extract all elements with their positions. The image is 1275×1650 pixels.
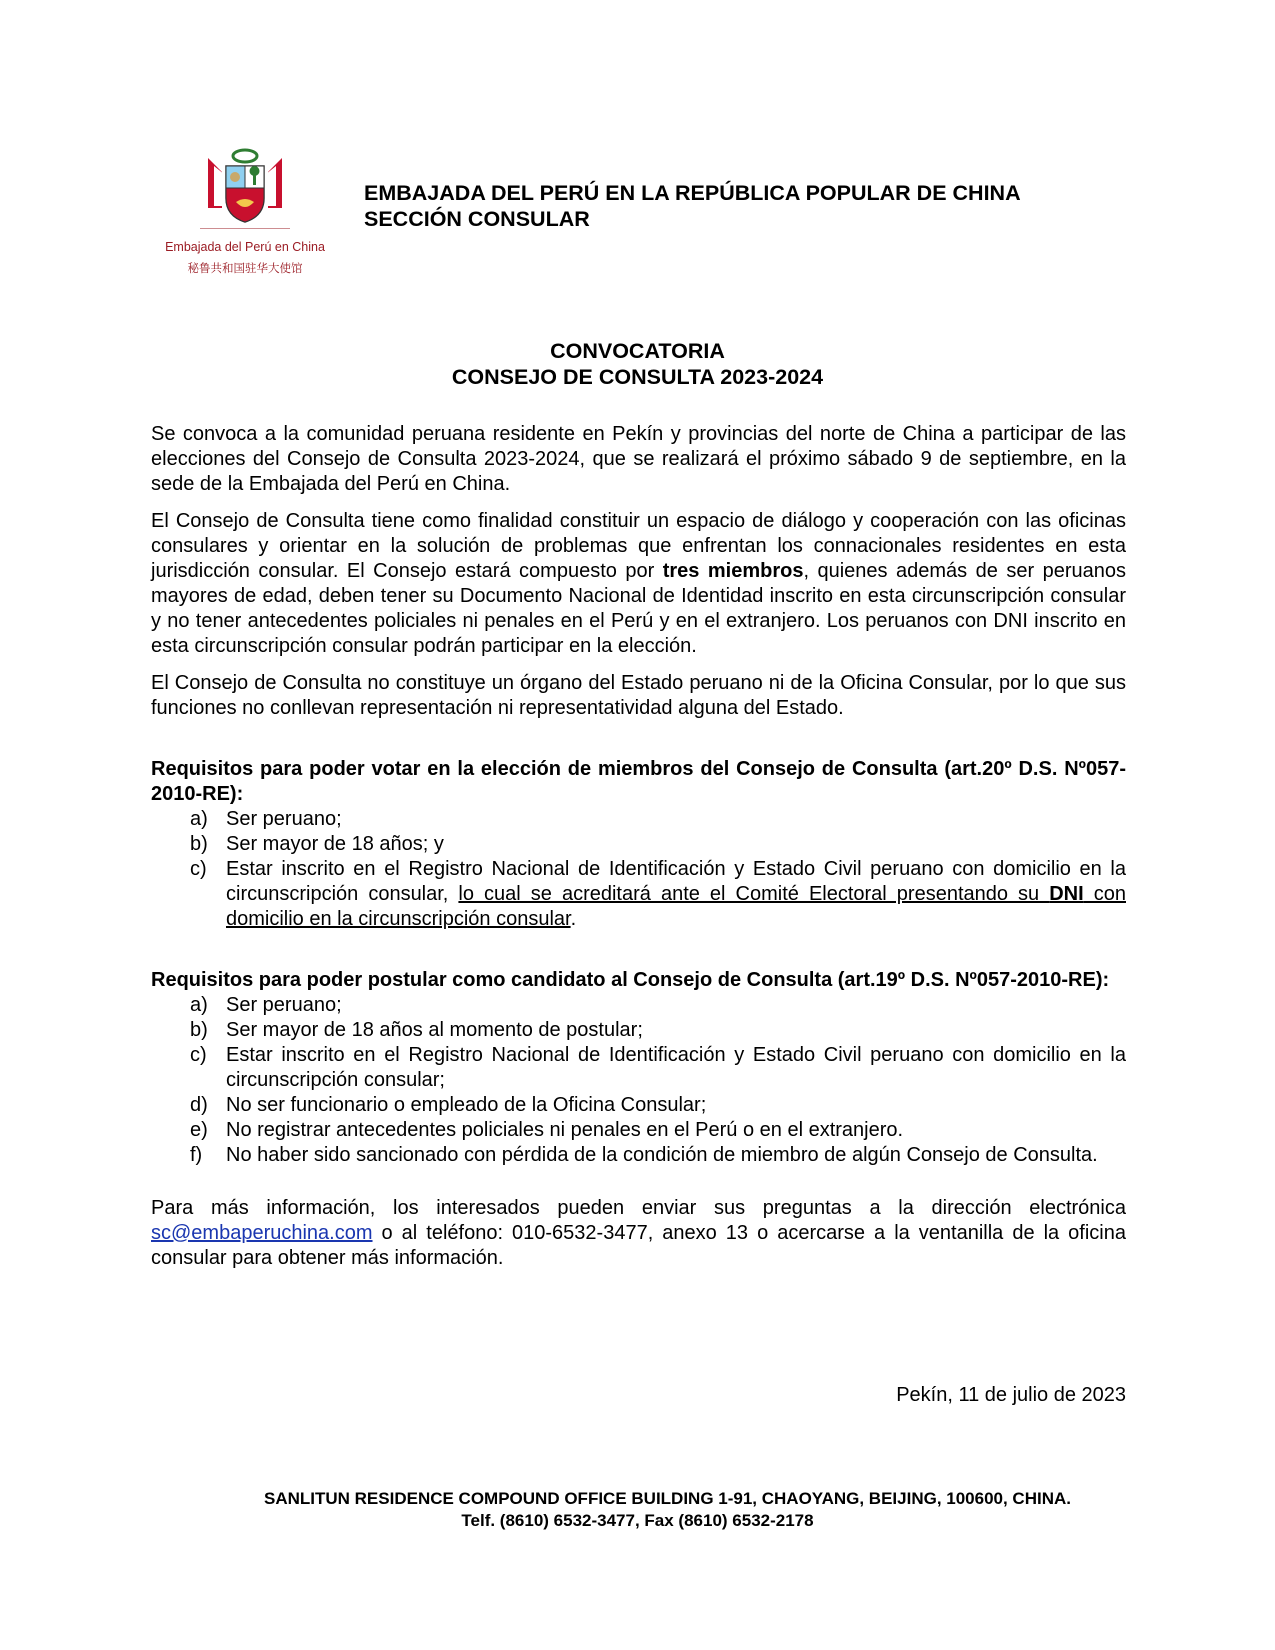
underlined-part-1: lo cual se acreditará ante el Comité Electoral presentando su xyxy=(458,883,1050,905)
list-marker: b) xyxy=(190,1019,208,1041)
list-text: Ser mayor de 18 años al momento de postular; xyxy=(226,1019,643,1041)
paragraph-disclaimer: El Consejo de Consulta no constituye un órgano del Estado peruano ni de la Oficina Consular, por lo que sus funciones no conllevan representación ni representatividad alguna del Estado. xyxy=(151,672,1126,719)
candidate-requirements-title: Requisitos para poder postular como candidato al Consejo de Consulta (art.19º D.S. Nº057-2010-RE): xyxy=(151,969,1110,991)
footer-phone: Telf. (8610) 6532-3477, Fax (8610) 6532-2178 xyxy=(461,1511,814,1530)
list-text: Estar inscrito en el Registro Nacional de Identificación y Estado Civil peruano con domicilio en la circunscripción consular; xyxy=(226,1044,1126,1091)
document-date: Pekín, 11 de julio de 2023 xyxy=(896,1384,1126,1406)
list-item xyxy=(151,993,1126,1018)
purpose-bold: tres miembros xyxy=(662,560,804,582)
embassy-logo xyxy=(160,148,330,275)
list-text: Ser mayor de 18 años; y xyxy=(226,833,444,855)
list-text: No ser funcionario o empleado de la Oficina Consular; xyxy=(226,1094,707,1116)
document-body xyxy=(151,422,1126,1283)
list-item xyxy=(151,832,1126,857)
list-item xyxy=(151,1093,1126,1118)
email-link[interactable]: sc@embaperuchina.com xyxy=(151,1222,373,1244)
list-marker: a) xyxy=(190,994,208,1016)
list-marker: c) xyxy=(190,1044,207,1066)
list-marker: d) xyxy=(190,1094,208,1116)
logo-caption-chinese: 秘鲁共和国驻华大使馆 xyxy=(187,263,303,275)
purpose-text-a: El Consejo de Consulta tiene como finalidad constituir un espacio de diálogo y cooperación con las oficinas consulares y orientar en la solución de problemas que enfrentan los connacionales residentes en esta jurisdicción consular. El Consejo estará compuesto por xyxy=(151,510,1126,582)
list-item xyxy=(151,1018,1126,1043)
list-text: Ser peruano; xyxy=(226,808,342,830)
vote-requirements-title: Requisitos para poder votar en la elección de miembros del Consejo de Consulta (art.20º D.S. Nº057-2010-RE): xyxy=(151,758,1126,805)
letterhead xyxy=(364,180,1021,232)
list-item xyxy=(151,1118,1126,1143)
footer-address: SANLITUN RESIDENCE COMPOUND OFFICE BUILDING 1-91, CHAOYANG, BEIJING, 100600, CHINA. xyxy=(263,1489,1071,1508)
list-text: No haber sido sancionado con pérdida de la condición de miembro de algún Consejo de Consulta. xyxy=(226,1144,1098,1166)
peru-coat-of-arms-icon xyxy=(200,148,290,233)
list-item xyxy=(151,807,1126,832)
section-name: SECCIÓN CONSULAR xyxy=(364,207,590,231)
paragraph-contact xyxy=(151,1196,1126,1271)
list-marker: f) xyxy=(190,1144,203,1166)
list-marker: a) xyxy=(190,808,208,830)
paragraph-intro: Se convoca a la comunidad peruana residente en Pekín y provincias del norte de China a participar de las elecciones del Consejo de Consulta 2023-2024, que se realizará el próximo sábado 9 de septiembre, en la sede de la Embajada del Perú en China. xyxy=(151,423,1126,495)
list-text-end: . xyxy=(570,908,577,930)
dni-bold: DNI xyxy=(1049,883,1084,905)
list-text: No registrar antecedentes policiales ni penales en el Perú o en el extranjero. xyxy=(226,1119,904,1141)
footer xyxy=(0,1488,1275,1532)
vote-requirements-list xyxy=(151,807,1126,932)
title-line-1: CONVOCATORIA xyxy=(550,339,725,363)
purpose-text-b: , quienes además de ser peruanos mayores de edad, deben tener su Documento Nacional de Identidad inscrito en esta circunscripción consular y no tener antecedentes policiales ni penales en el Perú y en el extranjero. Los peruanos con DNI inscrito en esta circunscripción consular podrán participar en la elección. xyxy=(151,560,1126,657)
underlined-part-2: con domicilio en la circunscripción consular xyxy=(226,883,1126,930)
candidate-requirements-list xyxy=(151,993,1126,1168)
embassy-name: EMBAJADA DEL PERÚ EN LA REPÚBLICA POPULAR DE CHINA xyxy=(364,181,1021,205)
contact-text-b: o al teléfono: 010-6532-3477, anexo 13 o acercarse a la ventanilla de la oficina consular para obtener más información. xyxy=(151,1222,1126,1269)
title-line-2: CONSEJO DE CONSULTA 2023-2024 xyxy=(451,365,824,389)
paragraph-purpose xyxy=(151,509,1126,659)
list-text: Ser peruano; xyxy=(226,994,342,1016)
list-marker: c) xyxy=(190,858,207,880)
document-title xyxy=(0,338,1275,390)
logo-caption: Embajada del Perú en China xyxy=(165,240,325,254)
list-item xyxy=(151,1043,1126,1093)
list-item xyxy=(151,857,1126,932)
list-marker: e) xyxy=(190,1119,208,1141)
list-marker: b) xyxy=(190,833,208,855)
contact-text-a: Para más información, los interesados pueden enviar sus preguntas a la dirección electrónica xyxy=(151,1197,1126,1219)
list-text: Estar inscrito en el Registro Nacional de Identificación y Estado Civil peruano con domicilio en la circunscripción consular, xyxy=(226,858,1126,905)
list-item xyxy=(151,1143,1126,1168)
